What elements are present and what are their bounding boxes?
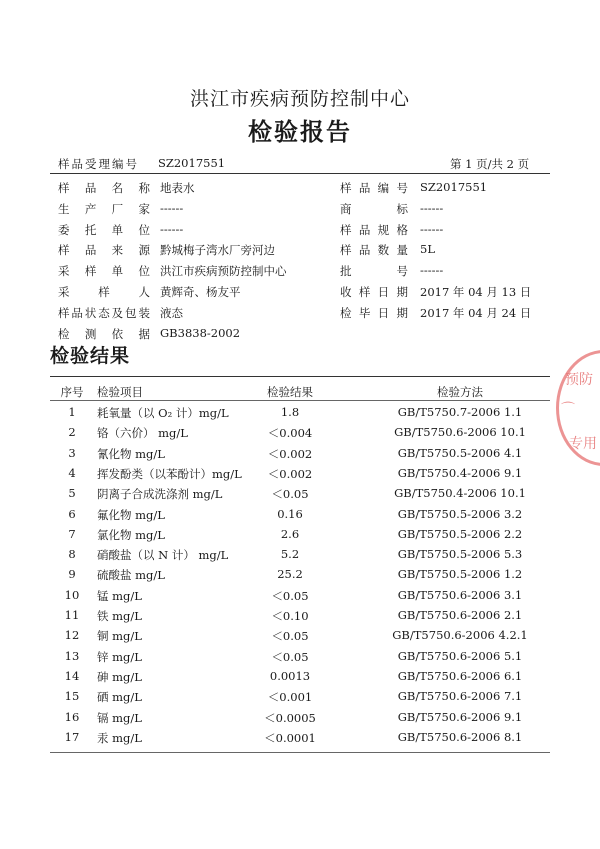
info-value: GB3838-2002: [160, 325, 241, 340]
row-result: ＜0.0005: [264, 710, 316, 725]
row-item: 铁 mg/L: [97, 609, 142, 623]
row-no: 16: [64, 709, 80, 724]
row-item: 挥发酚类（以苯酚计）mg/L: [97, 466, 242, 481]
organization-name: 洪江市疾病预防控制中心: [189, 88, 410, 110]
row-no: 15: [64, 689, 80, 704]
row-method: GB/T5750.6-2006 10.1: [394, 425, 526, 440]
row-no: 2: [68, 425, 76, 440]
row-item: 镉 mg/L: [97, 710, 142, 725]
row-method: GB/T5750.4-2006 10.1: [394, 486, 526, 501]
row-method: GB/T5750.6-2006 8.1: [397, 729, 523, 744]
row-item: 硫酸盐 mg/L: [97, 568, 165, 583]
row-result: 0.16: [277, 506, 303, 521]
row-result: 1.8: [280, 405, 300, 419]
info-label: 样 品 数 量: [340, 243, 408, 258]
row-method: GB/T5750.6-2006 3.1: [397, 587, 523, 602]
info-label: 商 标: [340, 201, 408, 216]
info-value: 黄辉奇、杨友平: [160, 285, 241, 299]
row-no: 11: [64, 608, 80, 622]
row-no: 17: [64, 729, 80, 744]
info-label: 样 品 名 称: [58, 181, 150, 195]
row-result: 5.2: [280, 547, 300, 562]
row-method: GB/T5750.5-2006 5.3: [397, 547, 523, 562]
row-result: ＜0.05: [271, 487, 309, 502]
row-item: 铜 mg/L: [97, 629, 142, 644]
official-seal: 预防 ⌒ 专用: [556, 350, 600, 466]
info-value: SZ2017551: [420, 180, 488, 194]
info-label: 样 品 编 号: [340, 181, 408, 195]
info-value: ------: [420, 263, 444, 278]
row-method: GB/T5750.7-2006 1.1: [397, 405, 523, 419]
info-label: 检 毕 日 期: [340, 305, 408, 320]
row-result: ＜0.05: [271, 588, 309, 603]
row-result: ＜0.001: [267, 690, 313, 705]
row-result: ＜0.05: [271, 629, 309, 644]
row-item: 硝酸盐（以 N 计） mg/L: [97, 548, 229, 563]
info-value: ------: [160, 221, 184, 236]
row-item: 铬（六价） mg/L: [97, 426, 188, 441]
row-method: GB/T5750.5-2006 2.2: [397, 526, 523, 541]
table-bottom-rule: [50, 752, 550, 753]
row-item: 砷 mg/L: [97, 669, 142, 684]
row-no: 7: [68, 526, 76, 541]
row-result: ＜0.10: [271, 609, 309, 623]
info-label: 采 样 单 位: [58, 264, 150, 279]
info-label: 检 测 依 据: [58, 326, 150, 341]
info-value: 黔城梅子湾水厂旁河边: [160, 243, 275, 258]
row-method: GB/T5750.6-2006 7.1: [397, 689, 523, 704]
info-value: ------: [420, 221, 444, 236]
row-item: 硒 mg/L: [97, 690, 142, 705]
info-label: 采 样 人: [58, 285, 150, 299]
row-item: 锌 mg/L: [97, 649, 142, 664]
info-label: 样 品 规 格: [340, 222, 408, 237]
row-result: ＜0.002: [267, 466, 313, 481]
row-result: ＜0.0001: [264, 730, 316, 745]
row-item: 氟化物 mg/L: [97, 507, 165, 522]
row-method: GB/T5750.6-2006 6.1: [397, 668, 523, 683]
row-result: ＜0.004: [267, 426, 313, 441]
row-method: GB/T5750.5-2006 4.1: [397, 445, 523, 460]
row-result: ＜0.05: [271, 649, 309, 664]
info-label: 样 品 状 态 及 包 装: [58, 305, 150, 320]
row-result: ＜0.002: [267, 446, 313, 461]
acceptance-no-label: 样品受理编号: [58, 157, 139, 171]
row-result: 25.2: [277, 567, 303, 582]
meta-divider: [50, 173, 550, 174]
info-label: 委 托 单 位: [58, 222, 150, 237]
row-item: 氰化物 mg/L: [97, 446, 165, 461]
row-no: 3: [68, 445, 76, 460]
row-result: 0.0013: [269, 668, 311, 683]
info-value: 2017 年 04 月 13 日: [420, 285, 532, 299]
row-item: 锰 mg/L: [97, 588, 142, 603]
info-value: 地表水: [160, 181, 195, 195]
row-item: 氯化物 mg/L: [97, 527, 165, 542]
row-method: GB/T5750.6-2006 4.2.1: [392, 628, 528, 643]
row-no: 13: [64, 648, 80, 663]
info-label: 批 号: [340, 264, 408, 279]
col-header-result: 检验结果: [267, 385, 313, 399]
report-title: 检验报告: [248, 117, 352, 146]
row-item: 汞 mg/L: [97, 730, 142, 745]
row-no: 5: [68, 486, 76, 501]
row-result: 2.6: [280, 526, 300, 541]
row-no: 12: [64, 628, 80, 643]
row-no: 8: [68, 547, 76, 562]
table-header-rule: [50, 400, 550, 401]
row-item: 阴离子合成洗涤剂 mg/L: [97, 487, 223, 502]
row-no: 9: [68, 567, 76, 582]
row-method: GB/T5750.4-2006 9.1: [397, 465, 523, 480]
info-value: 洪江市疾病预防控制中心: [160, 264, 287, 279]
info-value: 液态: [160, 305, 183, 320]
col-header-method: 检验方法: [437, 385, 483, 399]
info-label: 样 品 来 源: [58, 243, 150, 258]
row-method: GB/T5750.6-2006 5.1: [397, 648, 523, 663]
info-value: ------: [160, 200, 184, 215]
row-no: 1: [68, 405, 76, 419]
col-header-no: 序号: [60, 385, 84, 399]
table-top-rule: [50, 376, 550, 377]
info-label: 收 样 日 期: [340, 285, 408, 299]
row-no: 14: [64, 668, 80, 683]
acceptance-no: SZ2017551: [158, 156, 226, 170]
page-info: 第 1 页/共 2 页: [450, 157, 530, 171]
row-method: GB/T5750.5-2006 3.2: [397, 506, 523, 521]
info-label: 生 产 厂 家: [58, 201, 150, 216]
row-no: 10: [64, 587, 80, 602]
row-no: 4: [68, 465, 76, 480]
row-method: GB/T5750.6-2006 9.1: [397, 709, 523, 724]
row-method: GB/T5750.5-2006 1.2: [397, 567, 523, 582]
info-value: 5L: [420, 242, 435, 257]
col-header-item: 检验项目: [97, 385, 143, 399]
info-value: 2017 年 04 月 24 日: [420, 305, 532, 320]
row-item: 耗氧量（以 O₂ 计）mg/L: [97, 406, 229, 420]
row-no: 6: [68, 506, 76, 521]
row-method: GB/T5750.6-2006 2.1: [397, 608, 523, 622]
info-value: ------: [420, 200, 444, 215]
results-section-title: 检验结果: [50, 345, 131, 367]
